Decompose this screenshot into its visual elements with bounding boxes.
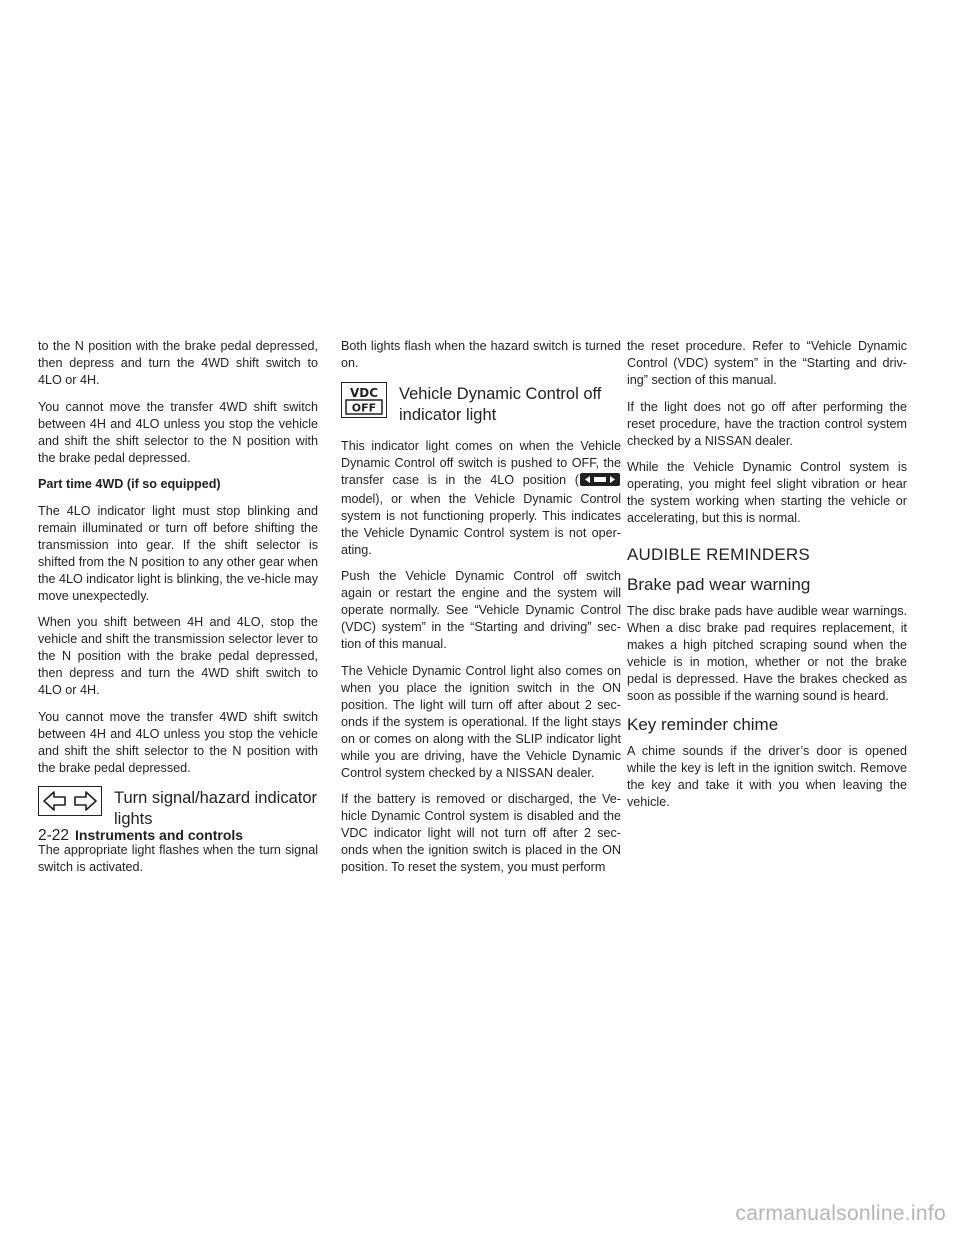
paragraph: When you shift between 4H and 4LO, stop the vehicle and shift the transmission selector lever to the N position with the brake pedal depressed, then depress and turn the 4WD shift switch to 4LO or 4H. xyxy=(38,615,318,697)
paragraph: If the light does not go off after performing the reset procedure, have the traction control system checked by a NISSAN dealer. xyxy=(627,399,907,448)
paragraph: The appropriate light flashes when the turn signal switch is activated. xyxy=(38,843,318,874)
vdc-title xyxy=(399,384,601,426)
title-line: lights xyxy=(114,810,153,828)
paragraph: You cannot move the transfer 4WD shift switch between 4H and 4LO unless you stop the vehicle and shift the shift selector to the N position with the brake pedal depressed. xyxy=(38,709,318,775)
page-number: 2-22 xyxy=(38,827,70,844)
4x4-lo-icon xyxy=(580,473,620,491)
column-middle xyxy=(341,338,621,886)
paragraph: the reset procedure. Refer to “Vehicle Dynamic Control (VDC) system” in the “Starting and driv-ing” section of this manual. xyxy=(627,339,907,387)
chapter-title: Instruments and controls xyxy=(75,827,244,843)
title-line: indicator light xyxy=(399,405,497,424)
vdc-off-icon xyxy=(341,382,387,423)
heading-key-reminder: Key reminder chime xyxy=(627,715,779,734)
paragraph: You cannot move the transfer 4WD shift switch between 4H and 4LO unless you stop the vehicle and shift the shift selector to the N position with the brake pedal depressed. xyxy=(38,399,318,465)
svg-text:VDC: VDC xyxy=(349,385,379,400)
column-left xyxy=(38,338,318,886)
page-footer xyxy=(38,827,243,845)
vdc-off-heading xyxy=(341,382,621,426)
title-line: Vehicle Dynamic Control off xyxy=(399,384,602,403)
heading-brake-pad-wear: Brake pad wear warning xyxy=(627,575,811,594)
paragraph: The 4LO indicator light must stop blinking and remain illuminated or turn off before shifting the transmission into gear. If the shift selector is shifted from the N position to any other gear when the 4LO indicator light is blinking, the ve-hicle may move unexpectedly. xyxy=(38,503,319,603)
paragraph: The disc brake pads have audible wear warnings. When a disc brake pad requires replacement, it makes a high pitched scraping sound when the vehicle is in motion, whether or not the brake pedal is depressed. Have the brakes checked as soon as possible if the warning sound is heard. xyxy=(627,604,907,703)
subheading-part-time-4wd: Part time 4WD (if so equipped) xyxy=(38,477,221,491)
watermark: carmanualsonline.info xyxy=(735,1202,946,1225)
title-line: Turn signal/hazard indicator xyxy=(114,789,317,807)
turn-signal-heading xyxy=(38,786,318,830)
svg-text:OFF: OFF xyxy=(351,401,377,414)
paragraph: A chime sounds if the driver’s door is opened while the key is left in the ignition switch. Remove the key and take it with you when leaving the vehicle. xyxy=(627,744,907,809)
turn-signal-arrows-icon xyxy=(38,786,102,821)
text-segment: This indicator light comes on when the Vehicle Dynamic Control off switch is pushed to OFF, the transfer case is in the 4LO position ( xyxy=(341,438,621,487)
paragraph: Push the Vehicle Dynamic Control off switch again or restart the engine and the system will operate normally. See “Vehicle Dynamic Control (VDC) system” in the “Starting and driving” sec-tion of this manual. xyxy=(341,569,621,651)
paragraph: The Vehicle Dynamic Control light also comes on when you place the ignition switch in the ON position. The light will turn off after about 2 sec-onds if the system is operational. If the light stays on or comes on along with the SLIP indicator light while you are driving, have the Vehicle Dynamic Control system checked by a NISSAN dealer. xyxy=(341,663,621,780)
column-right xyxy=(627,338,907,821)
paragraph: If the battery is removed or discharged, the Ve-hicle Dynamic Control system is disabled and the VDC indicator light will not turn off after 2 sec-onds when the ignition switch is placed in the ON position. To reset the system, you must perform xyxy=(341,792,621,874)
text-segment: model), or when the Vehicle Dynamic Control system is not functioning properly. This indicates the Vehicle Dynamic Control system is not oper-ating. xyxy=(341,491,621,557)
section-heading-audible-reminders: AUDIBLE REMINDERS xyxy=(627,545,810,564)
paragraph-vdc-intro xyxy=(341,438,621,559)
paragraph: While the Vehicle Dynamic Control system is operating, you might feel slight vibration or hear the system working when starting the vehicle or accelerating, but this is normal. xyxy=(627,460,907,525)
paragraph: to the N position with the brake pedal depressed, then depress and turn the 4WD shift switch to 4LO or 4H. xyxy=(38,339,318,387)
turn-signal-title xyxy=(114,788,317,830)
paragraph: Both lights flash when the hazard switch is turned on. xyxy=(341,339,621,370)
